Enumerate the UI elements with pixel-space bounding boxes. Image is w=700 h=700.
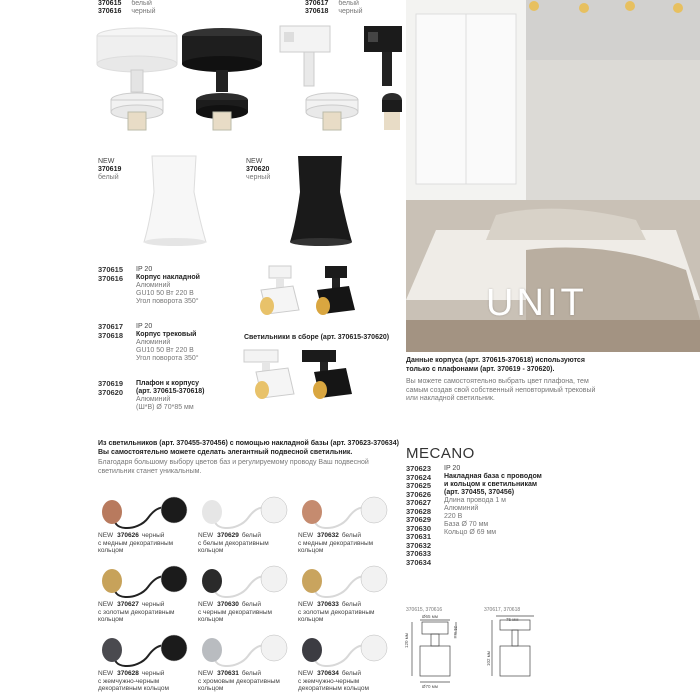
decorative-ring <box>102 569 122 593</box>
article-number: 370616 <box>98 8 122 15</box>
color-label: белый <box>341 532 362 539</box>
pendant-caption-line1 <box>198 532 269 540</box>
ceiling-base <box>361 497 387 523</box>
pendant-caption-line1 <box>298 532 373 540</box>
pendant-caption-line2: с медным декоративным <box>298 539 374 547</box>
mecano-article: 370623 <box>406 464 432 473</box>
dim-d1: Ø65 мм <box>422 614 438 619</box>
pendant-caption <box>98 532 173 555</box>
pendant-caption-line3: декоративным кольцом <box>98 685 169 692</box>
color-label: белый <box>241 670 262 677</box>
assembled-surface-spots <box>255 262 365 322</box>
mecano-articles <box>406 465 431 567</box>
pendant-caption <box>198 670 280 693</box>
new-badge: NEW <box>246 158 263 165</box>
black-surface-spot <box>316 266 355 315</box>
color-label: черный <box>141 532 165 539</box>
decorative-ring <box>302 500 322 524</box>
white-surface-body <box>97 28 177 130</box>
spec-line: Алюминий <box>136 396 171 403</box>
article-number: 370620 <box>246 166 270 173</box>
spec-article: 370619 <box>98 379 124 388</box>
ceiling-base <box>361 566 387 592</box>
article-number: 370618 <box>305 8 329 15</box>
mecano-spec-line: Длина провода 1 м <box>444 497 506 504</box>
color-label: черный <box>141 670 165 677</box>
pendant-base-image <box>98 630 190 670</box>
article-number: 370615 <box>98 0 122 7</box>
mecano-spec-line: Кольцо Ø 69 мм <box>444 529 497 536</box>
pendant-caption-line1 <box>298 601 375 609</box>
mecano-spec <box>444 465 542 537</box>
color-label: черный <box>246 174 271 181</box>
mecano-block <box>406 445 700 567</box>
spec-article: 370616 <box>98 274 124 283</box>
pendant-base-image <box>298 561 390 601</box>
mecano-article: 370634 <box>406 557 432 567</box>
mecano-article: 370626 <box>406 489 432 499</box>
pendant-caption-line3: кольцом <box>98 547 124 554</box>
pendant-base-image <box>198 561 290 601</box>
pendant-base-image <box>198 630 290 670</box>
pendant-intro <box>98 440 400 476</box>
new-badge: NEW <box>198 532 214 539</box>
decorative-ring <box>102 500 122 524</box>
spec-line: GU10 50 Вт 220 В <box>136 347 194 354</box>
ip-rating: IP 20 <box>136 323 153 330</box>
new-badge: NEW <box>98 601 114 608</box>
surface-body-images <box>92 22 402 142</box>
pendant-caption-line1 <box>298 670 369 678</box>
pendant-caption-line2: с жемчужно-черным <box>298 677 360 685</box>
pendant-grid <box>98 492 400 700</box>
pendant-caption-line2: с хромовым декоративным <box>198 677 280 685</box>
mecano-spec-title: (арт. 370455, 370456) <box>444 489 515 496</box>
pendant-caption-line3: кольцом <box>98 616 124 623</box>
white-track-body <box>280 26 358 130</box>
top-right-articles <box>305 0 363 16</box>
mecano-article: 370633 <box>406 549 432 558</box>
spec-line: Угол поворота 350° <box>136 355 199 362</box>
ceiling-base <box>161 497 187 523</box>
dim-w3: 75 мм <box>506 617 519 622</box>
color-label: белый <box>341 601 362 608</box>
pendant-item <box>298 492 394 561</box>
mecano-article: 370627 <box>406 498 432 507</box>
pendant-item <box>298 630 394 699</box>
color-label: белый <box>98 174 119 181</box>
shade-white-label <box>98 158 121 182</box>
ip-rating: IP 20 <box>444 465 461 472</box>
mecano-article: 370629 <box>406 515 432 524</box>
spec-line: (Ш*В) Ø 70*85 мм <box>136 404 194 411</box>
decorative-ring <box>102 638 122 662</box>
pendant-caption-line1 <box>198 670 280 678</box>
pendant-caption <box>298 670 369 693</box>
pendant-intro-bold: Из светильников (арт. 370455-370456) с помощью накладной базы (арт. 370623-370634) Вы самостоятельно можете сделать элегантный подвесной светильник. <box>98 440 399 456</box>
pendant-caption-line2: с золотым декоративным <box>298 608 375 616</box>
assembled-label: Светильники в сборе (арт. 370615-370620) <box>244 334 390 341</box>
pendant-caption-line2: с жемчужно-черным <box>98 677 160 685</box>
spec-article: 370617 <box>98 322 124 331</box>
pendant-caption-line1 <box>98 532 173 540</box>
mecano-article: 370624 <box>406 472 432 482</box>
new-badge: NEW <box>298 601 314 608</box>
new-badge: NEW <box>98 670 114 677</box>
article-number: 370633 <box>317 601 339 608</box>
decorative-ring <box>302 569 322 593</box>
mecano-article: 370631 <box>406 532 432 541</box>
pendant-base-image <box>298 630 390 670</box>
mecano-article: 370630 <box>406 523 432 533</box>
color-label: белый <box>241 601 262 608</box>
article-number: 370627 <box>117 601 139 608</box>
mecano-spec-line: База Ø 70 мм <box>444 521 489 528</box>
photo-note-bold: Данные корпуса (арт. 370615-370618) используются только с плафонами (арт. 370619 - 370620). <box>406 357 585 373</box>
mecano-spec-title: Накладная база с проводом <box>444 473 542 480</box>
pendant-caption <box>98 601 175 624</box>
pendant-caption-line3: кольцом <box>198 616 224 623</box>
drawing-label-1: 370615, 370616 <box>406 607 443 613</box>
color-label: черный <box>338 8 363 15</box>
pendant-caption <box>198 601 272 624</box>
pendant-caption-line3: кольцом <box>298 616 324 623</box>
mecano-title: MECANO <box>406 445 475 462</box>
pendant-caption <box>98 670 169 693</box>
color-label: черный <box>131 8 156 15</box>
article-number: 370631 <box>217 670 239 677</box>
pendant-caption-line3: декоративным кольцом <box>298 685 369 692</box>
article-number: 370619 <box>98 166 122 173</box>
pendant-caption <box>298 532 373 555</box>
white-track-spot <box>244 350 294 399</box>
mecano-article: 370625 <box>406 481 432 490</box>
ip-rating: IP 20 <box>136 266 153 273</box>
article-number: 370632 <box>317 532 339 539</box>
new-badge: NEW <box>298 532 314 539</box>
new-badge: NEW <box>198 601 214 608</box>
article-number: 370634 <box>317 670 339 677</box>
mecano-spec-title: и кольцом к светильникам <box>444 481 538 488</box>
pendant-item <box>98 561 194 630</box>
pendant-item <box>298 561 394 630</box>
article-number: 370628 <box>117 670 139 677</box>
pendant-base-image <box>98 561 190 601</box>
mecano-spec-line: 220 В <box>444 513 463 520</box>
article-number: 370617 <box>305 0 329 7</box>
spec-title: Корпус трековый <box>136 331 197 338</box>
pendant-caption-line3: кольцом <box>298 547 324 554</box>
spec-article: 370618 <box>98 331 124 340</box>
pendant-item <box>198 492 294 561</box>
spec-line: Угол поворота 350° <box>136 298 199 305</box>
interior-photo <box>406 0 700 352</box>
pendant-caption <box>298 601 375 624</box>
drawing-surface <box>412 620 456 682</box>
decorative-ring <box>202 500 222 524</box>
assembled-track-spots <box>240 348 360 410</box>
black-track-body <box>364 26 402 130</box>
photo-note-text: Вы можете самостоятельно выбрать цвет плафона, тем самым создав свой собственный неповторимый трековый или накладной светильник. <box>406 378 596 402</box>
pendant-intro-text: Благодаря большому выбору цветов баз и регулируемому проводу Ваш подвесной светильник станет уникальным. <box>98 459 369 475</box>
pendant-caption <box>198 532 269 555</box>
decorative-ring <box>302 638 322 662</box>
color-label: белый <box>241 532 262 539</box>
pendant-caption-line2: с черным декоративным <box>198 608 273 616</box>
spec-article: 370620 <box>98 388 124 397</box>
pendant-caption-line1 <box>98 670 169 678</box>
pendant-caption-line1 <box>98 601 175 609</box>
new-badge: NEW <box>98 532 114 539</box>
article-number: 370629 <box>217 532 239 539</box>
color-label: белый <box>131 0 152 7</box>
decorative-ring <box>202 569 222 593</box>
pendant-caption-line3: кольцом <box>198 547 224 554</box>
pendant-caption-line2: с золотым декоративным <box>98 608 175 616</box>
brand-unit: UNIT <box>486 282 587 324</box>
pendant-base-image <box>98 492 190 532</box>
new-badge: NEW <box>298 670 314 677</box>
decorative-ring <box>202 638 222 662</box>
black-track-spot <box>302 350 352 399</box>
mecano-spec-line: Алюминий <box>444 505 479 512</box>
color-label: черный <box>141 601 165 608</box>
spec-article: 370615 <box>98 265 124 274</box>
article-number: 370630 <box>217 601 239 608</box>
black-surface-body <box>182 28 262 130</box>
color-label: белый <box>341 670 362 677</box>
pendant-caption-line1 <box>198 601 272 609</box>
ceiling-base <box>161 566 187 592</box>
spec-title: Корпус накладной <box>136 274 200 281</box>
ceiling-base <box>261 635 287 661</box>
white-surface-spot <box>260 266 299 315</box>
pendant-caption-line2: с белым декоративным <box>198 539 269 547</box>
article-number: 370626 <box>117 532 139 539</box>
drawing-track <box>492 616 534 676</box>
top-left-articles <box>98 0 156 16</box>
spec-line: Алюминий <box>136 282 171 289</box>
ceiling-base <box>361 635 387 661</box>
dim-d2: Ø70 мм <box>422 684 438 689</box>
ceiling-base <box>261 566 287 592</box>
color-label: белый <box>338 0 359 7</box>
pendant-item <box>198 630 294 699</box>
pendant-item <box>98 492 194 561</box>
dim-h2: 120 мм <box>404 633 409 648</box>
shade-black-label <box>246 158 270 182</box>
photo-note <box>406 356 700 404</box>
pendant-caption-line2: с медным декоративным <box>98 539 174 547</box>
spec-line: Алюминий <box>136 339 171 346</box>
pendant-base-image <box>198 492 290 532</box>
ceiling-base <box>261 497 287 523</box>
new-badge: NEW <box>98 158 115 165</box>
dim-h3: 102 мм <box>486 651 491 666</box>
pendant-caption-line3: кольцом <box>198 685 224 692</box>
mecano-article: 370632 <box>406 540 432 550</box>
drawing-label-2: 370617, 370618 <box>484 607 521 613</box>
spec-title: Плафон к корпусу <box>136 380 199 387</box>
spec-line: GU10 50 Вт 220 В <box>136 290 194 297</box>
black-shade-image <box>286 152 356 247</box>
mecano-article: 370628 <box>406 506 432 516</box>
spec-title-2: (арт. 370615-370618) <box>136 388 205 395</box>
ceiling-base <box>161 635 187 661</box>
pendant-item <box>98 630 194 699</box>
dim-h1: 31 мм <box>453 626 458 639</box>
pendant-item <box>198 561 294 630</box>
white-shade-image <box>140 152 210 247</box>
new-badge: NEW <box>198 670 214 677</box>
pendant-base-image <box>298 492 390 532</box>
